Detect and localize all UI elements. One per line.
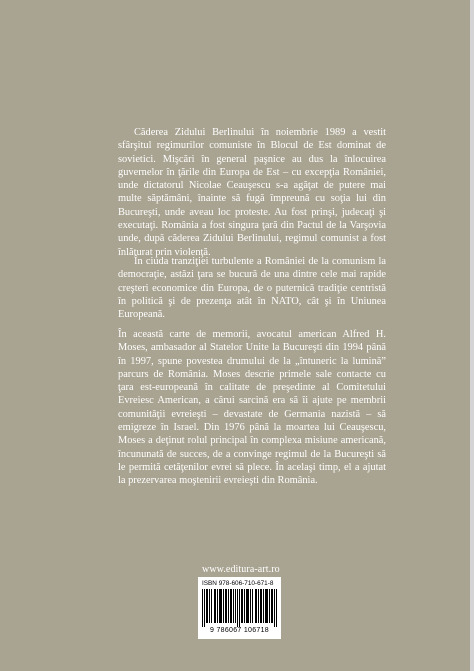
- blurb-paragraph-2: În ciuda tranziţiei turbulente a României de la comunism la democraţie, astăzi ţara se bucură de una dintre cele mai rapide creşteri economice din Europa, de o puternică tradiţie centristă în politică şi de prezenţa atât în NATO, cât şi în Uniunea Europeană.: [118, 256, 386, 321]
- barcode-number: 9 786067 106718: [210, 627, 269, 634]
- blurb-paragraph-3: În această carte de memorii, avocatul american Alfred H. Moses, ambasador al Statelor Unite la Bucureşti din 1994 până în 1997, spune povestea drumului de la „întuneric la lumină” parcurs de România. Moses descrie primele sale contacte cu ţara est-europeană în calitate de preşedinte al Comitetului Evreiesc American, a cărui sarcină era să îi ajute pe membrii comunităţii evreieşti – devastate de Germania nazistă – să emigreze în Israel. Din 1976 până la moartea lui Ceauşescu, Moses a deţinut rolul principal în complexa misiune americană, încununată de succes, de a convinge regimul de la Bucureşti să le permită cetăţenilor evrei să plece. În acelaşi timp, el a ajutat la prezervarea moştenirii evreieşti din România.: [118, 329, 386, 487]
- blurb-paragraph-1: Căderea Zidului Berlinului în noiembrie 1989 a vestit sfârşitul regimurilor comuniste în Blocul de Est dominat de sovietici. Mişcări în general paşnice au dus la înlocuirea guvernelor în ţările din Europa de Est – cu excepţia României, unde dictatorul Nicolae Ceauşescu s-a agăţat de putere mai multe săptămâni, înainte să fugă împreună cu soţia lui din Bucureşti, unde aveau loc proteste. Au fost prinşi, judecaţi şi executaţi. România a fost singura ţară din Pactul de la Varşovia unde, după căderea Zidului Berlinului, regimul comunist a fost înlăturat prin violenţă.: [118, 127, 386, 258]
- barcode-label: [198, 577, 281, 639]
- isbn-text: ISBN 978-606-710-671-8: [202, 580, 274, 587]
- page-edge: [470, 0, 474, 671]
- publisher-website: www.editura-art.ro: [202, 564, 280, 575]
- barcode-icon: [202, 589, 277, 627]
